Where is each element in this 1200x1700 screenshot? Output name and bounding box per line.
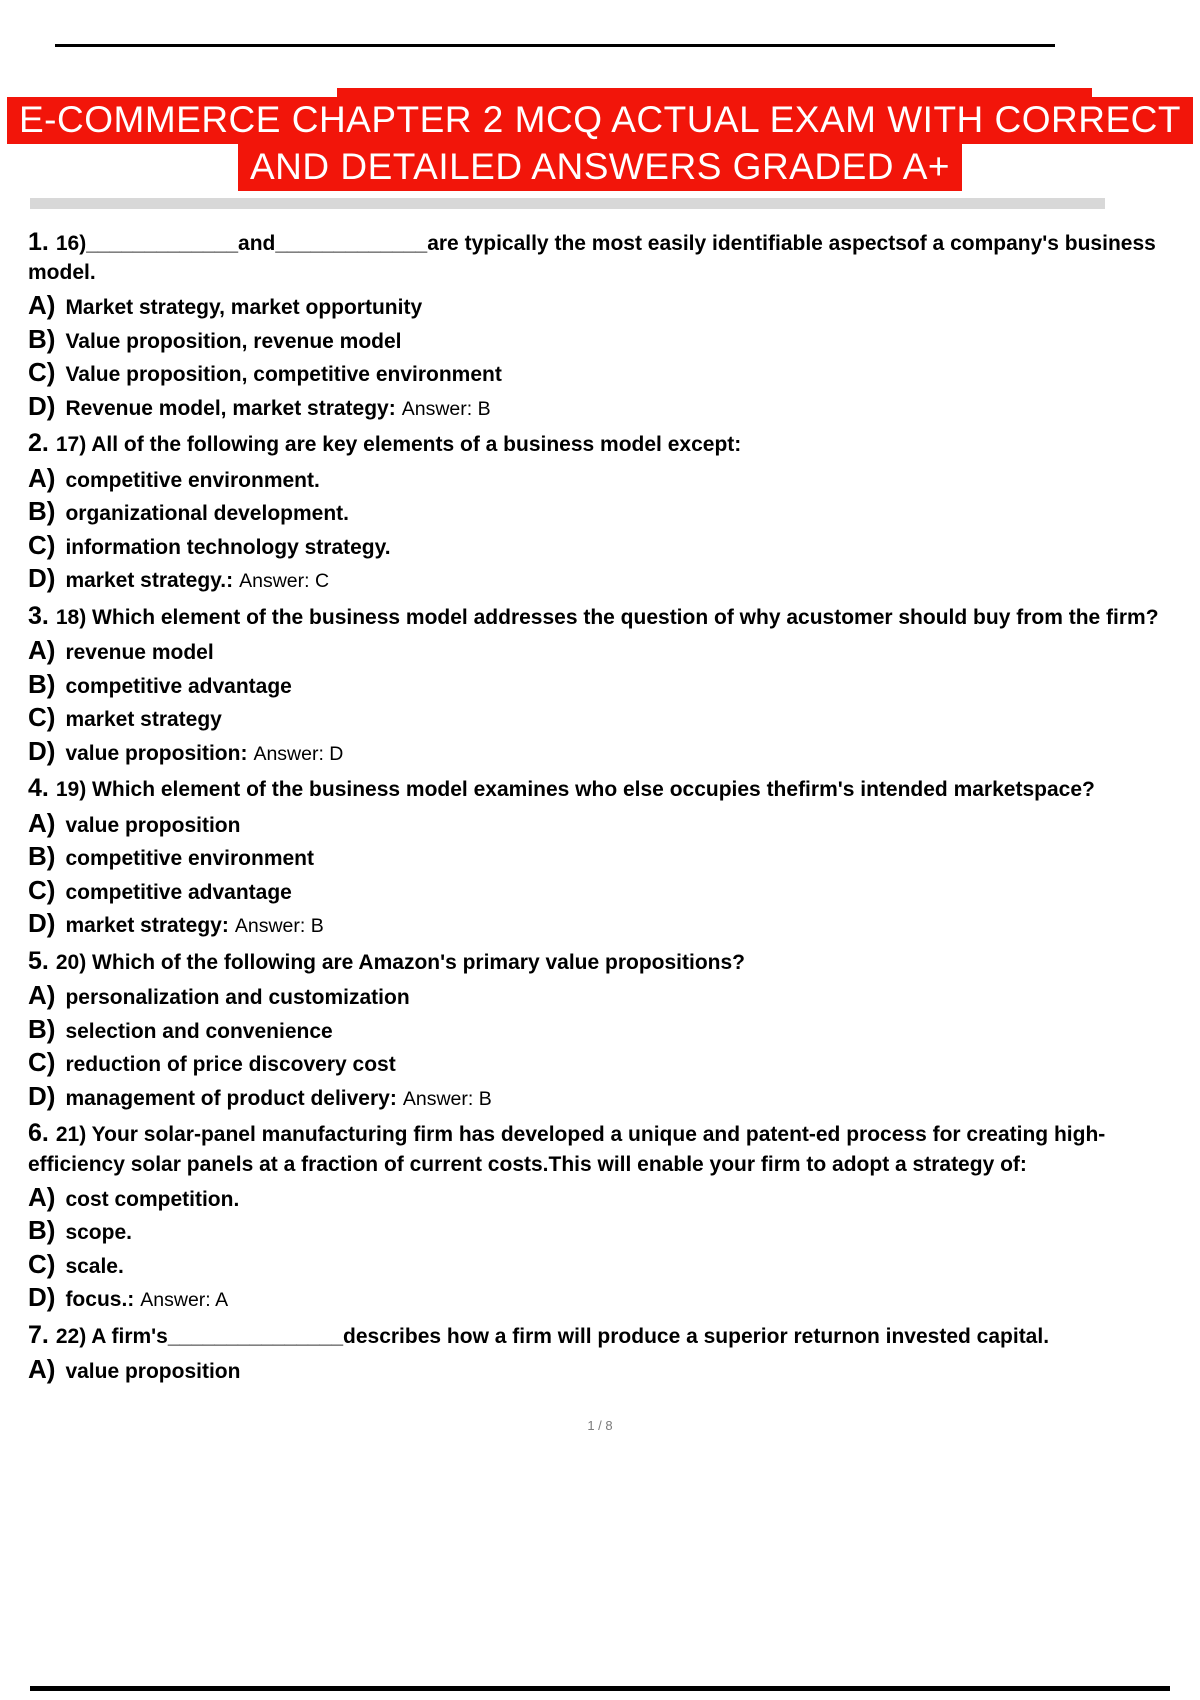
gray-divider-bar <box>30 198 1105 209</box>
document-title-line-2: AND DETAILED ANSWERS GRADED A+ <box>238 144 962 191</box>
question-body: 16)_____________and_____________are typically the most easily identifiable aspectsof a company's business model. <box>28 231 1156 285</box>
question-text <box>28 771 1172 806</box>
option-letter: C) <box>28 529 56 560</box>
option-text: revenue model <box>65 641 214 665</box>
question-block <box>28 1318 1172 1386</box>
option-text: scope. <box>65 1221 132 1245</box>
option-text: value proposition: <box>65 741 248 765</box>
option <box>28 495 1172 528</box>
option <box>28 874 1172 907</box>
option-text: competitive advantage <box>65 674 292 698</box>
option-text: competitive advantage <box>65 880 292 904</box>
question-number: 1. <box>28 227 49 256</box>
option-letter: D) <box>28 1282 56 1313</box>
question-body: 19) Which element of the business model examines who else occupies thefirm's intended marketspace? <box>55 778 1095 802</box>
answer-text: Answer: A <box>140 1289 229 1312</box>
option <box>28 356 1172 389</box>
option-letter: B) <box>28 323 56 354</box>
question-block <box>28 771 1172 940</box>
top-divider-rule <box>55 44 1055 47</box>
question-number: 3. <box>28 601 49 630</box>
question-block <box>28 944 1172 1113</box>
option <box>28 907 1172 940</box>
option-letter: D) <box>28 908 56 939</box>
questions-list <box>0 209 1200 1386</box>
question-number: 4. <box>28 774 49 803</box>
answer-text: Answer: B <box>402 1087 492 1110</box>
option-text: reduction of price discovery cost <box>65 1053 396 1077</box>
question-number: 6. <box>28 1119 49 1148</box>
option-text: Value proposition, revenue model <box>65 329 402 353</box>
option <box>28 1046 1172 1079</box>
question-number: 5. <box>28 946 49 975</box>
option-letter: C) <box>28 1047 56 1078</box>
question-text <box>28 1116 1172 1179</box>
option-text: organizational development. <box>65 502 349 526</box>
document-title <box>0 0 1200 191</box>
option <box>28 562 1172 595</box>
option-letter: C) <box>28 874 56 905</box>
option <box>28 462 1172 495</box>
option-letter: B) <box>28 668 56 699</box>
question-body: 18) Which element of the business model addresses the question of why acustomer should buy from the firm? <box>55 605 1159 629</box>
option <box>28 1248 1172 1281</box>
option <box>28 390 1172 423</box>
question-block <box>28 225 1172 422</box>
option <box>28 668 1172 701</box>
option <box>28 1181 1172 1214</box>
option-text: Value proposition, competitive environment <box>65 363 502 387</box>
option-text: information technology strategy. <box>65 535 391 559</box>
question-block <box>28 426 1172 595</box>
option-letter: D) <box>28 1080 56 1111</box>
question-text <box>28 944 1172 979</box>
question-body: 22) A firm's_______________describes how a firm will produce a superior returnon invested capital. <box>55 1324 1050 1348</box>
answer-text: Answer: C <box>239 570 330 593</box>
option-letter: B) <box>28 841 56 872</box>
option <box>28 1214 1172 1247</box>
option <box>28 1013 1172 1046</box>
option-text: cost competition. <box>65 1187 240 1211</box>
option-text: Revenue model, market strategy: <box>65 396 396 420</box>
option-text: market strategy: <box>65 914 229 938</box>
bottom-divider-rule <box>30 1686 1170 1691</box>
option-text: personalization and customization <box>65 986 410 1010</box>
option <box>28 1281 1172 1314</box>
question-text <box>28 599 1172 634</box>
option <box>28 289 1172 322</box>
question-body: 21) Your solar-panel manufacturing firm has developed a unique and patent-ed process for creating high-efficiency solar panels at a fraction of current costs.This will enable your firm to adopt a strategy of: <box>28 1123 1106 1176</box>
option-letter: A) <box>28 980 56 1011</box>
option <box>28 634 1172 667</box>
option-text: focus.: <box>65 1288 135 1312</box>
question-text <box>28 1318 1172 1353</box>
option-letter: B) <box>28 496 56 527</box>
option-text: value proposition <box>65 813 241 837</box>
option-letter: C) <box>28 702 56 733</box>
answer-text: Answer: B <box>401 397 491 420</box>
option-text: competitive environment <box>65 847 314 871</box>
option <box>28 1080 1172 1113</box>
option <box>28 735 1172 768</box>
question-number: 7. <box>28 1320 49 1349</box>
option-letter: D) <box>28 390 56 421</box>
option-letter: A) <box>28 290 56 321</box>
option-letter: A) <box>28 635 56 666</box>
option-text: management of product delivery: <box>65 1086 397 1110</box>
option-letter: B) <box>28 1215 56 1246</box>
question-number: 2. <box>28 429 49 458</box>
option-letter: A) <box>28 1181 56 1212</box>
option <box>28 979 1172 1012</box>
question-block <box>28 1116 1172 1313</box>
option-text: selection and convenience <box>65 1019 333 1043</box>
answer-text: Answer: D <box>253 742 344 765</box>
option-letter: D) <box>28 563 56 594</box>
option-letter: B) <box>28 1013 56 1044</box>
page-number: 1 / 8 <box>587 1418 613 1433</box>
option <box>28 529 1172 562</box>
option-letter: C) <box>28 357 56 388</box>
question-body: 20) Which of the following are Amazon's primary value propositions? <box>55 950 745 974</box>
option <box>28 323 1172 356</box>
option-text: market strategy <box>65 708 222 732</box>
option-letter: D) <box>28 735 56 766</box>
answer-text: Answer: B <box>234 915 324 938</box>
option-letter: A) <box>28 462 56 493</box>
question-text <box>28 225 1172 288</box>
option-text: competitive environment. <box>65 468 320 492</box>
question-text <box>28 426 1172 461</box>
option <box>28 1353 1172 1386</box>
option-letter: C) <box>28 1248 56 1279</box>
question-block <box>28 599 1172 768</box>
option-text: Market strategy, market opportunity <box>65 296 423 320</box>
title-highlight-strip <box>337 88 1092 97</box>
question-body: 17) All of the following are key elements of a business model except: <box>55 433 742 457</box>
option-text: scale. <box>65 1254 124 1278</box>
document-title-line-1: E-COMMERCE CHAPTER 2 MCQ ACTUAL EXAM WITH CORRECT <box>7 97 1193 144</box>
option-letter: A) <box>28 807 56 838</box>
option-text: value proposition <box>65 1360 241 1384</box>
option-text: market strategy.: <box>65 569 234 593</box>
option-letter: A) <box>28 1354 56 1385</box>
option <box>28 840 1172 873</box>
option <box>28 701 1172 734</box>
option <box>28 807 1172 840</box>
